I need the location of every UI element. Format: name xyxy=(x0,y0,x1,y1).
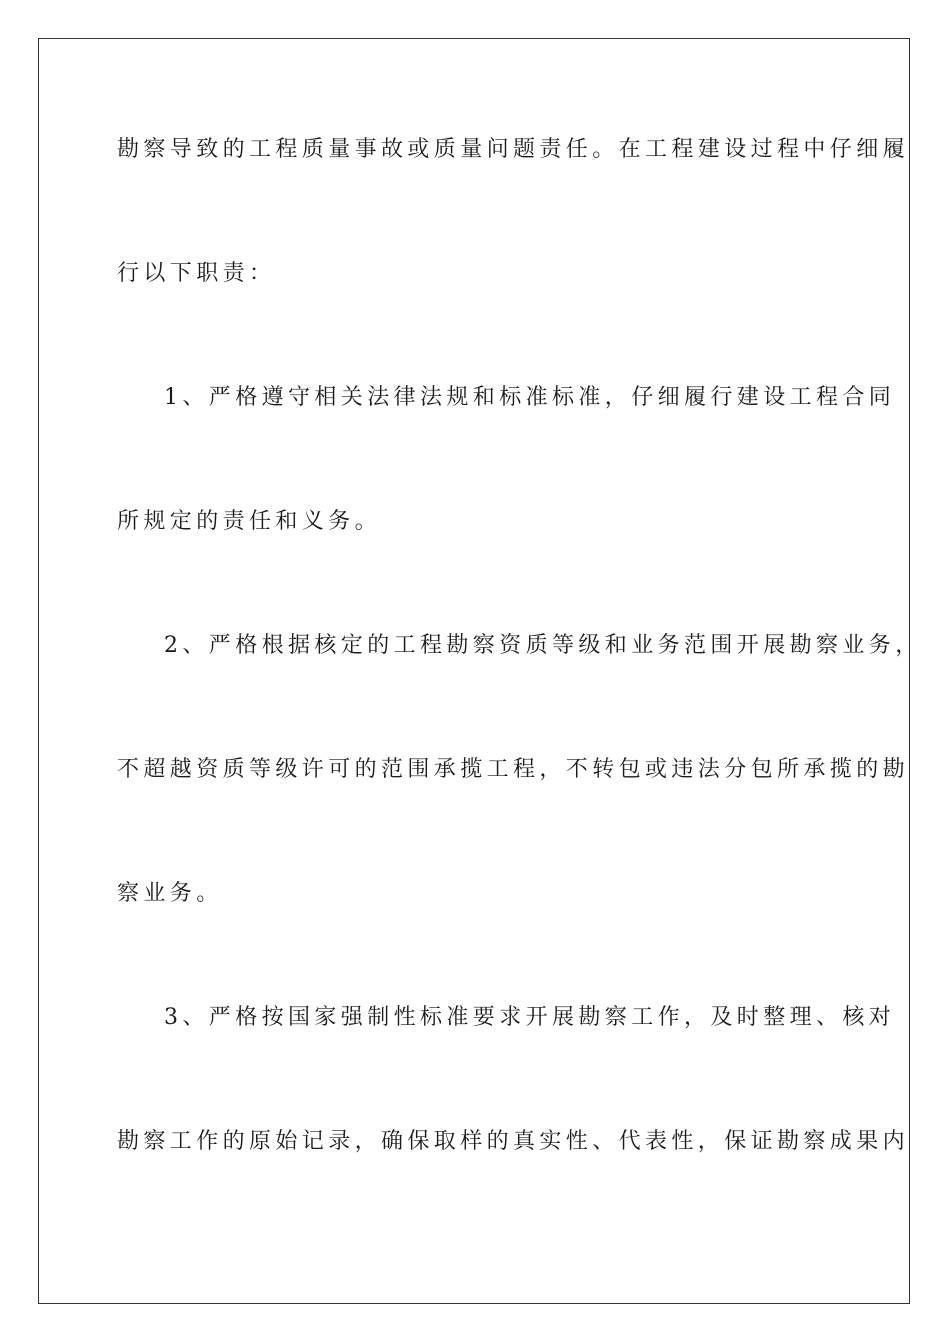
page-border xyxy=(38,38,910,1304)
text-line: 勘察导致的工程质量事故或质量问题责任。在工程建设过程中仔细履 xyxy=(117,137,910,162)
paragraph-1-line: 1、严格遵守相关法律法规和标准标准，仔细履行建设工程合同 xyxy=(164,385,896,410)
text-line: 所规定的责任和义务。 xyxy=(117,509,382,534)
text-line: 行以下职责： xyxy=(117,261,276,286)
text-line: 察业务。 xyxy=(117,881,223,906)
paragraph-3-line: 3、严格按国家强制性标准要求开展勘察工作，及时整理、核对 xyxy=(164,1005,896,1030)
text-line: 勘察工作的原始记录，确保取样的真实性、代表性，保证勘察成果内 xyxy=(117,1129,910,1154)
text-line: 不超越资质等级许可的范围承揽工程，不转包或违法分包所承揽的勘 xyxy=(117,757,910,782)
paragraph-2-line: 2、严格根据核定的工程勘察资质等级和业务范围开展勘察业务， xyxy=(164,633,922,658)
